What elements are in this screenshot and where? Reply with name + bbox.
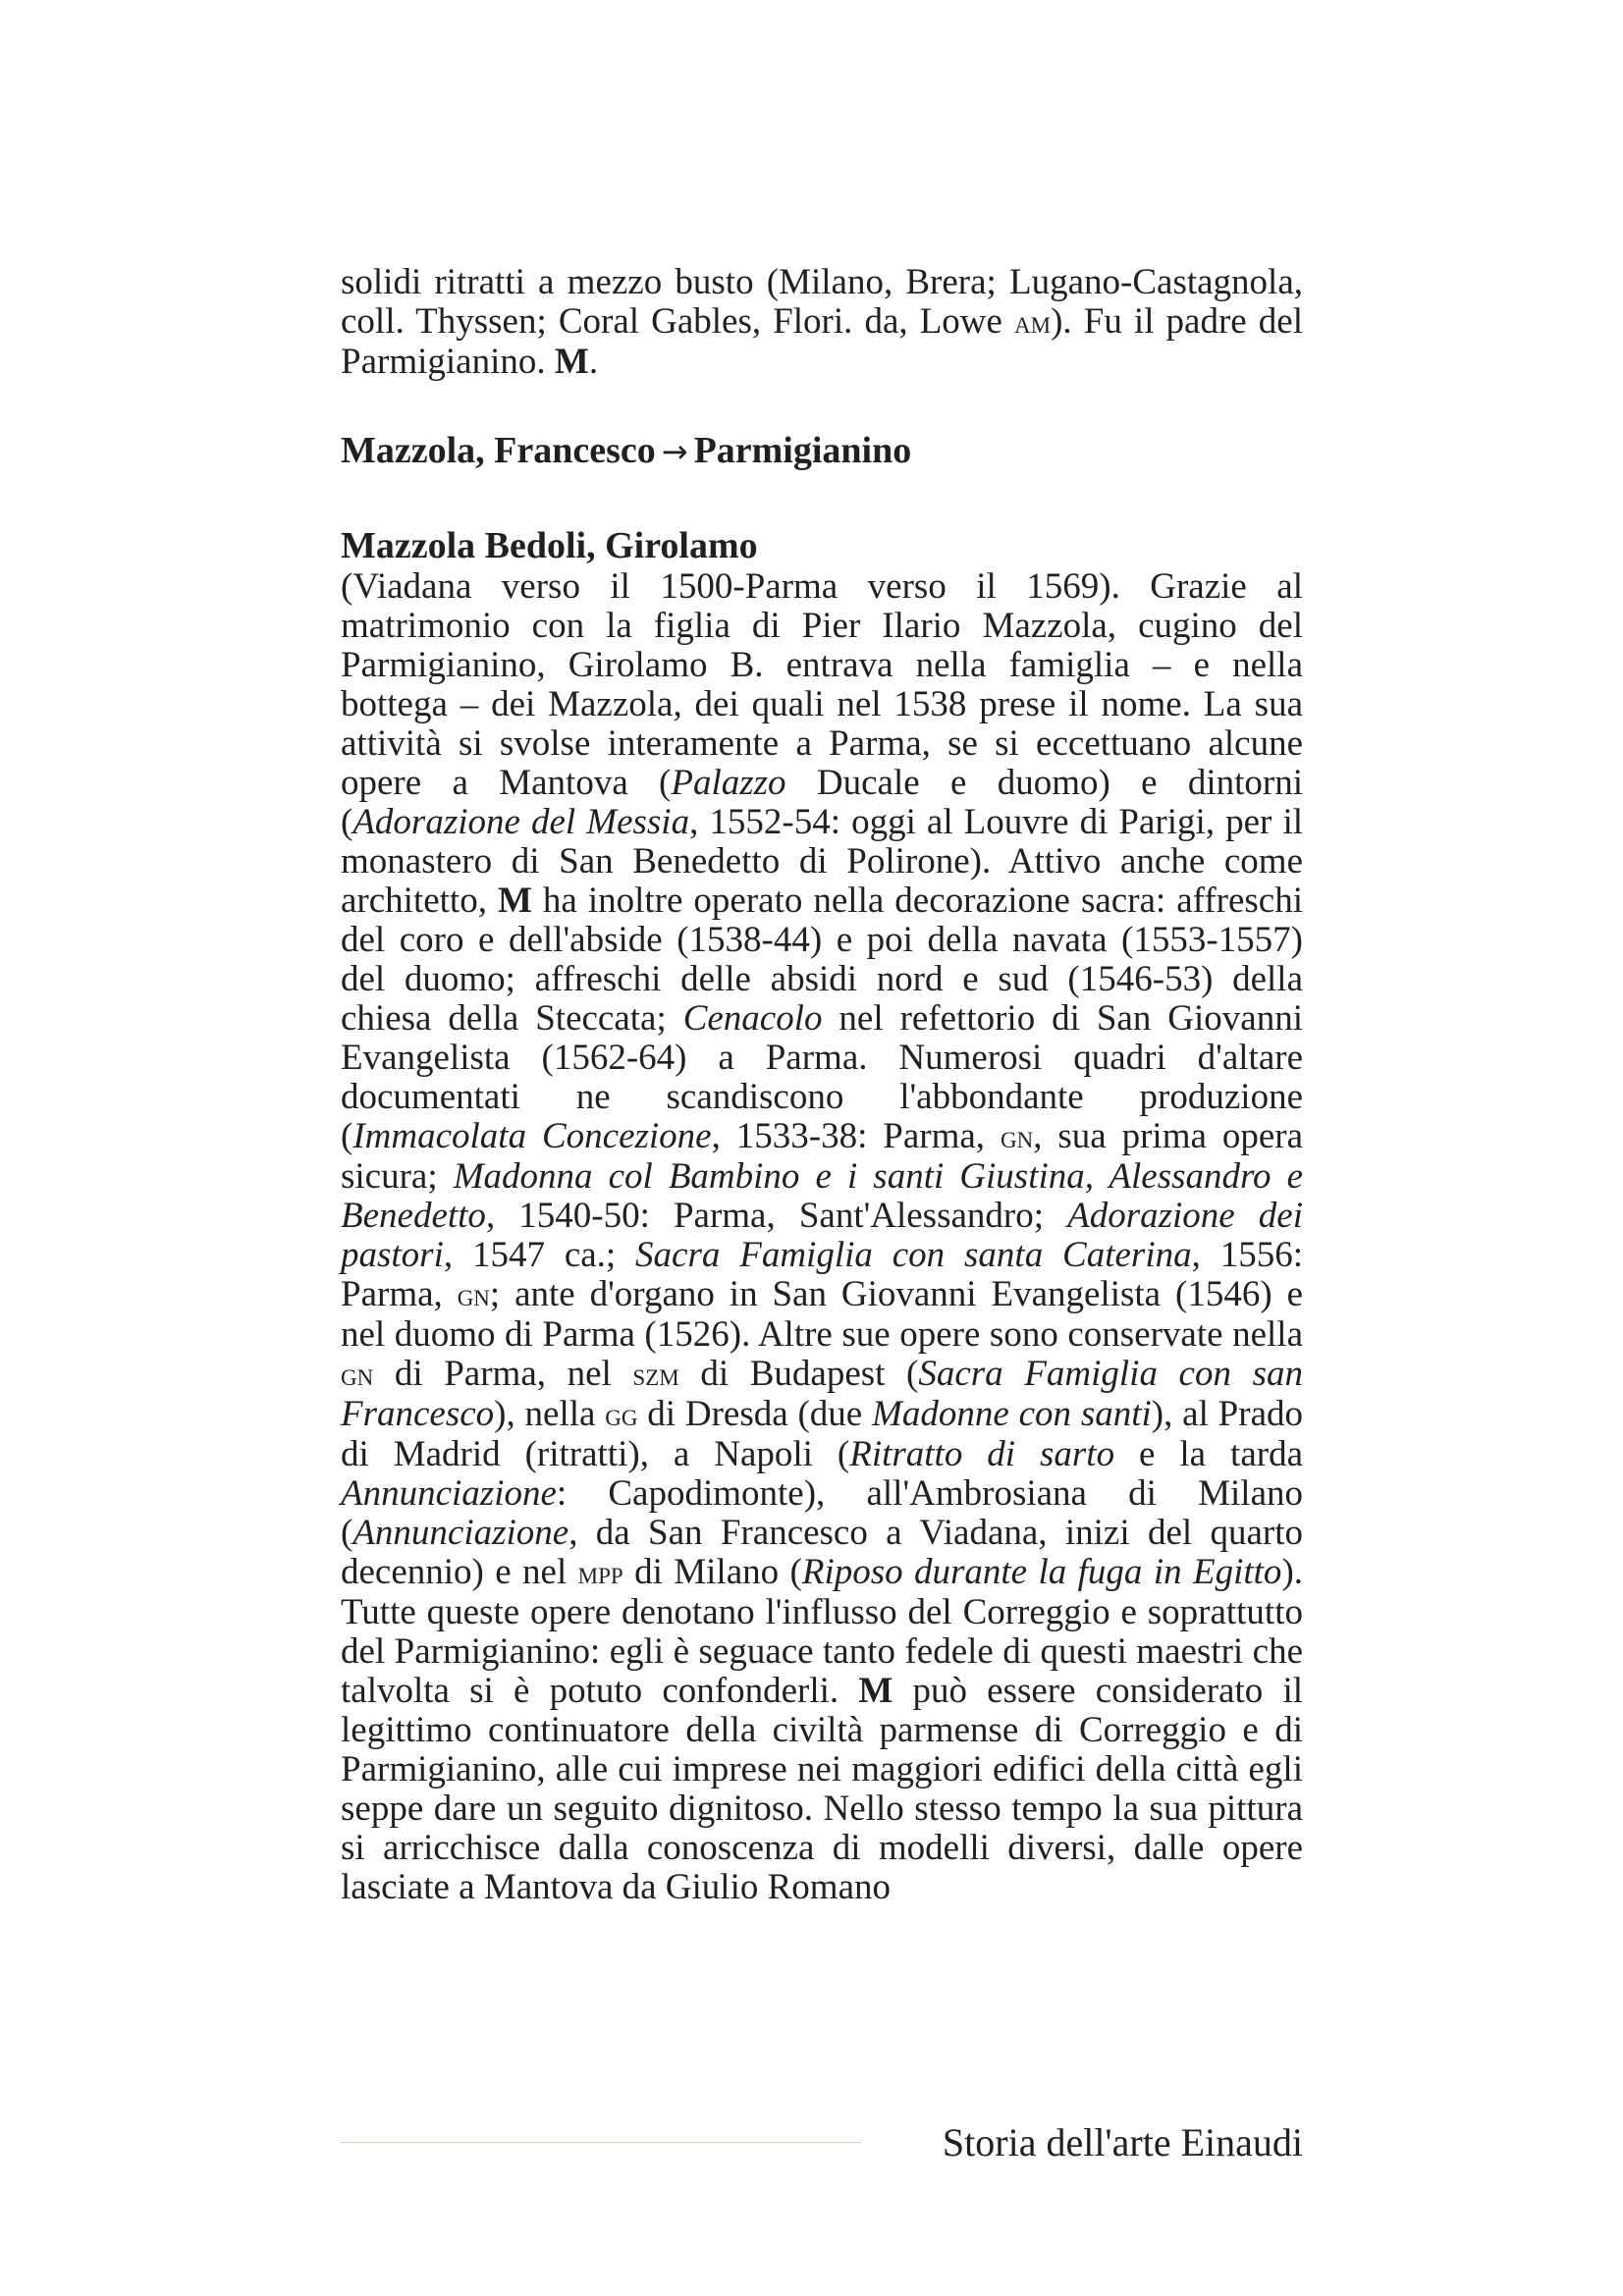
text-run: solidi ritratti a mezzo busto (Milano, Brera; Lugano-Castagnola, coll. Thyssen; Coral Gables, Flori. da, Lowe [341,262,1303,342]
entry-heading-mazzola-francesco [341,429,1303,473]
entry-name: Mazzola, Francesco [341,430,656,471]
text-run: di Milano ( [622,1552,802,1592]
text-run: ). Fu il padre del Parmigianino. [341,301,1303,382]
author-signature: M [554,342,589,382]
text-run: , 1547 ca.; [443,1235,636,1275]
entry-heading-mazzola-bedoli: Mazzola Bedoli, Girolamo [341,525,758,566]
text-run: , 1540-50: Parma, Sant'Alessandro; [485,1196,1068,1236]
text-run: di Budapest ( [678,1354,919,1394]
footer-title: Storia dell'arte Einaudi [942,2120,1303,2164]
artwork-title: Annunciazione [352,1513,569,1553]
page-column [341,263,1303,1907]
cross-reference-arrow-icon: → [661,433,688,470]
artwork-title: Cenacolo [682,998,823,1039]
abbreviation: gn [1000,1120,1034,1155]
abbreviation: am [1014,305,1052,341]
footer-rule [341,2142,861,2143]
text-run: ), al Prado di Madrid (ritratti), a Napoli ( [341,1394,1304,1474]
intro-paragraph [341,263,1303,382]
text-run: , sua prima opera sicura; [341,1116,1303,1197]
text-run: può essere considerato il legittimo continuatore della civiltà parmense di Correggio e di Parmigianino, alle cui imprese nei maggiori edifici della città egli seppe dare un seguito dignitoso. Nello stesso tempo la sua pittura si arricchisce dalla conoscenza di modelli diversi, dalle opere lasciate a Mantova da Giulio Romano [341,1671,1304,1907]
entry-body-mazzola-bedoli [341,567,1303,1907]
artwork-title: Riposo durante la fuga in Egitto [801,1552,1282,1592]
abbreviation: szm [632,1358,679,1393]
text-run: ). Tutte queste opere denotano l'influsso del Correggio e soprattutto del Parmigianino: egli è seguace tanto fedele di questi maestri che talvolta si è potuto confonderli. [341,1552,1304,1711]
artwork-title: Immacolata Concezione [352,1116,712,1156]
abbreviation: gg [605,1398,638,1433]
subject-initial: M [858,1671,893,1711]
text-run: ; ante d'organo in San Giovanni Evangelista (1546) e nel duomo di Parma (1526). Altre sue opere sono conservate nella [341,1274,1303,1355]
text-run: di Dresda (due [637,1394,873,1434]
artwork-title: Palazzo [671,763,786,803]
subject-initial: M [497,881,532,921]
text-run: e la tarda [1114,1434,1303,1474]
text-run: ha inoltre operato nella decorazione sacra: affreschi del coro e dell'abside (1538-44) e poi della navata (1553-1557) del duomo; affreschi delle absidi nord e sud (1546-53) della chiesa della Steccata; [341,881,1303,1039]
text-run: , 1552-54: oggi al Louvre di Parigi, per il monastero di San Benedetto di Polirone). Attivo anche come architetto, [341,802,1303,921]
artwork-title: Adorazione dei pastori [341,1196,1303,1275]
text-run: : Capodimonte), all'Ambrosiana di Milano ( [341,1473,1303,1553]
text-run: nel refettorio di San Giovanni Evangelista (1562-64) a Parma. Numerosi quadri d'altare documentati ne scandiscono l'abbondante produzione ( [341,998,1303,1156]
artwork-title: Adorazione del Messia [352,802,690,842]
abbreviation: mpp [577,1556,623,1591]
text-run: , da San Francesco a Viadana, inizi del quarto decennio) e nel [341,1513,1303,1592]
abbreviation: gn [341,1358,374,1393]
artwork-title: Sacra Famiglia con santa Caterina [635,1235,1192,1275]
text-run: , 1533-38: Parma, [711,1116,1001,1156]
artwork-title: Madonne con santi [872,1394,1152,1434]
text-run: , 1556: Parma, [341,1235,1303,1314]
text-run: . [588,342,599,382]
text-run: di Parma, nel [373,1354,633,1394]
cross-reference-target[interactable]: Parmigianino [693,430,912,471]
artwork-title: Sacra Famiglia con san Francesco [341,1354,1303,1434]
text-run: ), nella [494,1394,606,1434]
artwork-title: Madonna col Bambino e i santi Giustina, Alessandro e Benedetto [341,1156,1304,1236]
artwork-title: Annunciazione [341,1473,557,1514]
text-run: Ducale e duomo) e dintorni ( [341,763,1303,842]
abbreviation: gn [457,1278,490,1313]
artwork-title: Ritratto di sarto [849,1434,1115,1474]
page-footer [341,2118,1303,2167]
text-run: (Viadana verso il 1500-Parma verso il 1569). Grazie al matrimonio con la figlia di Pier Ilario Mazzola, cugino del Parmigianino, Girolamo B. entrava nella famiglia – e nella bottega – dei Mazzola, dei quali nel 1538 prese il nome. La sua attività si svolse interamente a Parma, se si eccettuano alcune opere a Mantova ( [341,566,1303,803]
